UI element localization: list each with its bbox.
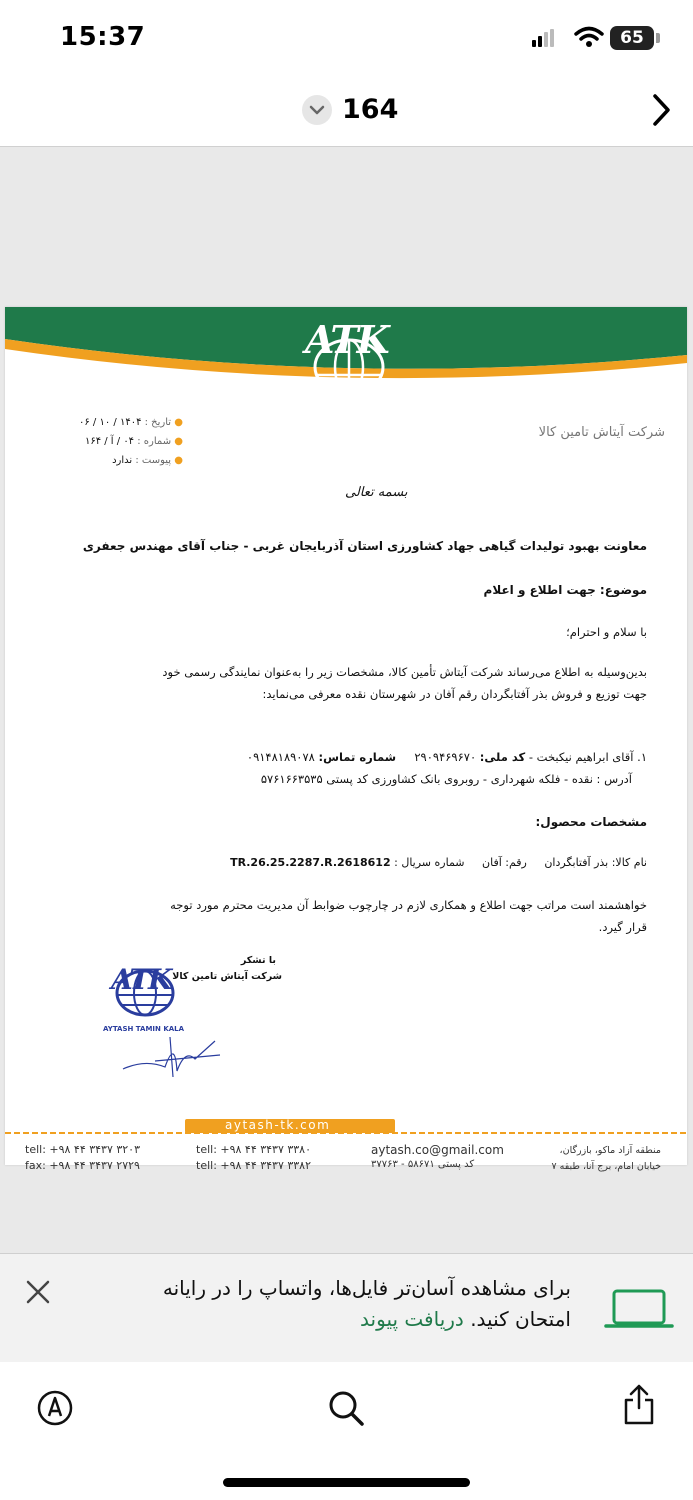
share-icon[interactable]: [622, 1384, 656, 1426]
footer-orange-band: [5, 1117, 687, 1135]
specs-heading: مشخصات محصول:: [535, 815, 647, 829]
letter-document: [5, 307, 687, 1172]
product-label: نام کالا: بذر آفتابگردان: [544, 856, 647, 869]
footer-tel-3: tell: +۹۸ ۴۴ ۳۴۳۷ ۳۳۸۲: [196, 1159, 312, 1172]
phone-number: ۰۹۱۴۸۱۸۹۰۷۸: [246, 750, 315, 764]
battery-nub: [656, 33, 660, 43]
signature: [115, 1029, 225, 1079]
battery-indicator: 65: [610, 26, 654, 50]
footer-email: aytash.co@gmail.com: [371, 1143, 504, 1157]
footer-tel-1: tell: +۹۸ ۴۴ ۳۴۳۷ ۳۲۰۳: [25, 1143, 141, 1156]
attachment-value: ندارد: [112, 455, 133, 466]
signature-company: شرکت آیتاش تامین کالا: [172, 971, 282, 982]
bismillah: بسمه تعالی: [345, 485, 408, 500]
serial-label: شماره سریال :: [394, 856, 465, 869]
number-value: ۰۴ / آ / ۱۶۴: [84, 436, 135, 447]
company-stamp: [105, 963, 185, 1025]
date-value: ۱۴۰۴ / ۱۰ / ۰۶: [78, 417, 142, 428]
logo-text: ATK: [305, 317, 388, 362]
date-label: تاریخ :: [144, 417, 172, 428]
page-number: 164: [342, 94, 399, 125]
letter-meta: ● تاریخ : ۱۴۰۴ / ۱۰ / ۰۶ ● شماره : ۰۴ / آ / ۱۶۴ ● پیوست : ندارد: [78, 417, 183, 466]
website: aytash-tk.com: [225, 1118, 331, 1132]
stamp-text: AYTASH TAMIN KALA: [103, 1025, 185, 1033]
status-time: 15:37: [60, 22, 146, 52]
serial-value: TR.26.25.2287.R.2618612: [230, 856, 391, 869]
body-line-2: جهت توزیع و فروش بذر آفتابگردان رقم آفان در شهرستان نقده معرفی می‌نماید:: [262, 687, 647, 701]
stamp-logo-text: ATK: [111, 963, 171, 996]
footer-address-1: منطقه آزاد ماکو، بازرگان،: [559, 1145, 661, 1156]
product-line: [230, 856, 647, 869]
laptop-icon: [604, 1287, 674, 1331]
national-id: ۲۹۰۹۴۶۹۶۷۰: [414, 750, 477, 764]
banner-message: برای مشاهده آسان‌تر فایل‌ها، واتساپ را در رایانه امتحان کنید.: [162, 1276, 571, 1331]
banner-text: [101, 1273, 571, 1335]
markup-icon[interactable]: [36, 1389, 74, 1427]
wifi-icon: [574, 26, 604, 48]
footer-tel-2: tell: +۹۸ ۴۴ ۳۴۳۷ ۳۳۸۰: [196, 1143, 312, 1156]
chevron-down-icon: [302, 95, 332, 125]
representative-line: [247, 750, 647, 764]
closing-line-2: قرار گیرد.: [598, 920, 647, 934]
rep-name: آقای ابراهیم نیکبخت -: [528, 750, 634, 764]
attachment-label: پیوست :: [135, 455, 172, 466]
signal-icon: [532, 29, 554, 47]
get-link-button[interactable]: دریافت پیوند: [360, 1307, 464, 1331]
footer-address-2: خیابان امام، برج آنا، طبقه ۷: [551, 1161, 661, 1172]
page-dropdown-button[interactable]: [302, 95, 332, 125]
variety-label: رقم: آفان: [482, 856, 527, 869]
national-id-label: کد ملی:: [479, 750, 526, 764]
subject-line: موضوع: جهت اطلاع و اعلام: [483, 583, 647, 597]
closing-line-1: خواهشمند است مراتب جهت اطلاع و همکاری لازم در چارچوب ضوابط آن مدیریت محترم مورد توجه: [170, 898, 647, 912]
greeting-line: با سلام و احترام؛: [566, 625, 647, 639]
footer-fax: fax: +۹۸ ۴۴ ۳۴۳۷ ۲۷۲۹: [25, 1159, 140, 1172]
company-logo: [299, 315, 399, 397]
recipient-line: معاونت بهبود تولیدات گیاهی جهاد کشاورزی استان آذربایجان غربی - جناب آقای مهندس جعفری: [82, 539, 647, 553]
address-line: آدرس : نقده - فلکه شهرداری - روبروی بانک کشاورزی کد پستی ۵۷۶۱۶۶۳۵۳۵: [260, 772, 632, 786]
phone-label: شماره تماس:: [318, 750, 397, 764]
footer-postal: کد پستی ۵۸۶۷۱ - ۳۷۷۶۳: [371, 1159, 475, 1170]
home-indicator[interactable]: [223, 1478, 470, 1487]
rep-index: ۱.: [637, 750, 647, 764]
chevron-right-icon[interactable]: [648, 92, 674, 128]
search-icon[interactable]: [327, 1389, 365, 1427]
close-icon[interactable]: [24, 1278, 52, 1306]
thanks-line: با تشکر: [240, 955, 276, 966]
number-label: شماره :: [137, 436, 172, 447]
body-line-1: بدین‌وسیله به اطلاع می‌رساند شرکت آیتاش تأمین کالا، مشخصات زیر را به‌عنوان نمایندگی رسمی خود: [162, 665, 647, 679]
company-name: شرکت آیتاش تامین کالا: [538, 425, 665, 440]
